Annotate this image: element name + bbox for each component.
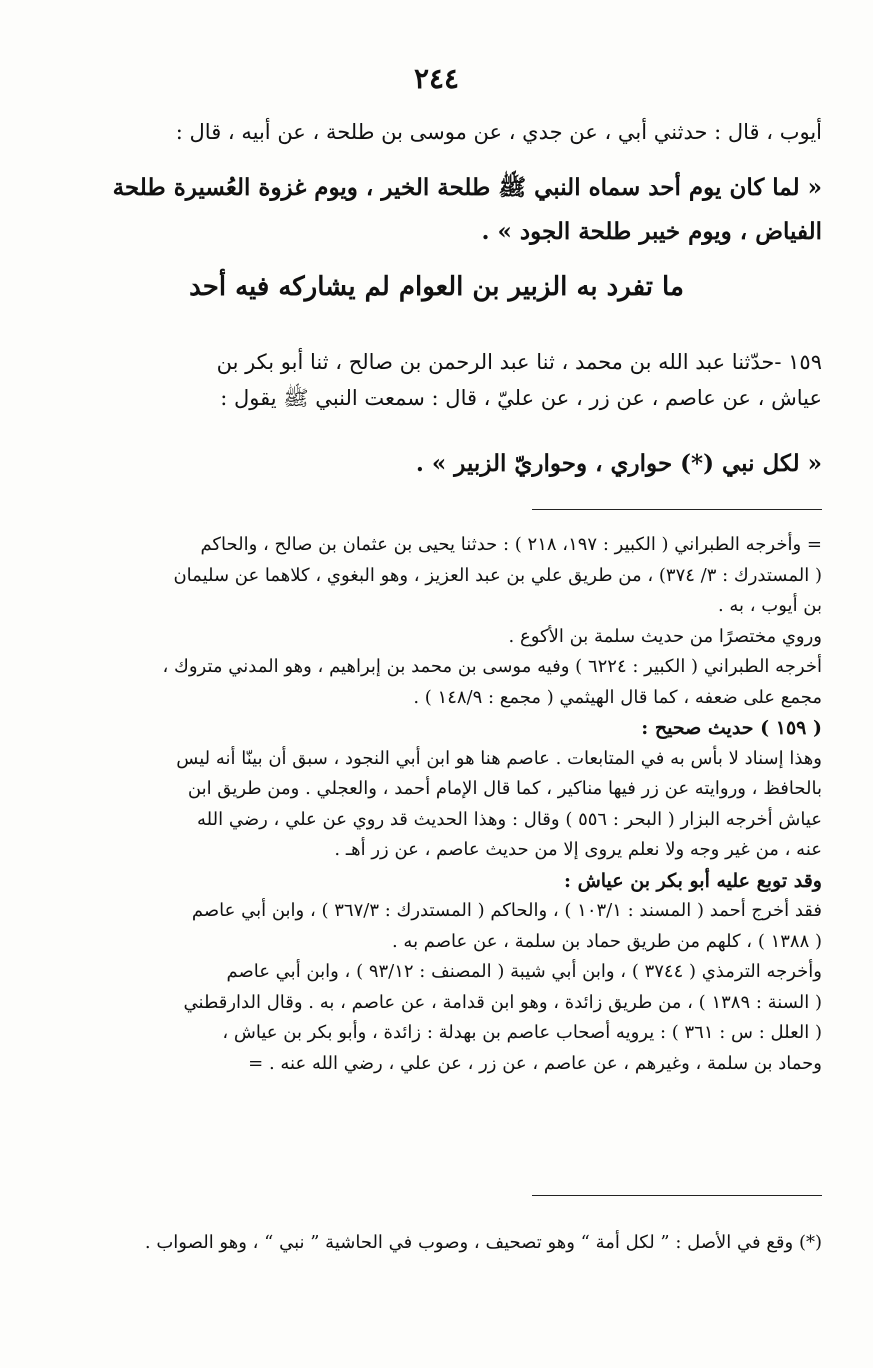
note-line: وهذا إسناد لا بأس به في المتابعات . عاصم هنا هو ابن أبي النجود ، سبق أن بينّا أنه ليس <box>176 747 822 769</box>
note-line: ( ١٣٨٨ ) ، كلهم من طريق حماد بن سلمة ، عن عاصم به . <box>391 930 822 952</box>
hadith-line: « لما كان يوم أحد سماه النبي ﷺ طلحة الخير ، ويوم غزوة العُسيرة طلحة <box>112 174 822 201</box>
footnote-separator <box>532 1195 822 1196</box>
footnote-line: (*) وقع في الأصل : ” لكل أمة “ وهو تصحيف ، وصوب في الحاشية ” نبي “ ، وهو الصواب . <box>144 1232 822 1253</box>
note-line: ( السنة : ١٣٨٩ ) ، من طريق زائدة ، وهو ابن قدامة ، عن عاصم ، به . وقال الدارقطني <box>183 991 822 1013</box>
hadith-line: « لكل نبي (*) حواري ، وحواريّ الزبير » . <box>415 450 822 477</box>
note-line: ( العلل : س : ٣٦١ ) : يرويه أصحاب عاصم بن بهدلة : زائدة ، وأبو بكر بن عياش ، <box>222 1022 822 1043</box>
note-line: بالحافظ ، وروايته عن زر فيها مناكير ، كما قال الإمام أحمد ، والعجلي . ومن طريق ابن <box>187 778 822 799</box>
grade-heading: ( ١٥٩ ) حديث صحيح : <box>641 717 822 739</box>
note-line: فقد أخرج أحمد ( المسند : ١٠٣/١ ) ، والحاكم ( المستدرك : ٣٦٧/٣ ) ، وابن أبي عاصم <box>191 900 822 921</box>
hadith-talha <box>52 166 822 254</box>
page-number: ٢٤٤ <box>413 62 460 95</box>
footnote <box>52 1228 822 1258</box>
hadith-zubair <box>52 442 822 486</box>
note-line: عياش أخرجه البزار ( البحر : ٥٥٦ ) وقال : وهذا الحديث قد روي عن علي ، رضي الله <box>197 808 822 830</box>
notes-separator <box>532 509 822 510</box>
note-line: وحماد بن سلمة ، وغيرهم ، عن عاصم ، عن زر ، عن علي ، رضي الله عنه . = <box>248 1052 822 1074</box>
note-line: عنه ، من غير وجه ولا نعلم يروى إلا من حديث عاصم ، عن زر أهـ . <box>334 839 822 860</box>
text-line: أيوب ، قال : حدثني أبي ، عن جدي ، عن موسى بن طلحة ، عن أبيه ، قال : <box>175 120 822 144</box>
note-line: وأخرجه الترمذي ( ٣٧٤٤ ) ، وابن أبي شيبة ( المصنف : ٩٣/١٢ ) ، وابن أبي عاصم <box>226 961 822 982</box>
note-line: ( المستدرك : ٣/ ٣٧٤) ، من طريق علي بن عبد العزيز ، وهو البغوي ، كلاهما عن سليمان <box>173 564 822 586</box>
top-paragraph <box>52 114 822 150</box>
text-line: عياش ، عن عاصم ، عن زر ، عن عليّ ، قال : سمعت النبي ﷺ يقول : <box>220 386 822 410</box>
note-line: مجمع على ضعفه ، كما قال الهيثمي ( مجمع : ١٤٨/٩ ) . <box>413 686 822 708</box>
hadith-line: الفياض ، ويوم خيبر طلحة الجود » . <box>481 218 822 245</box>
text-line: ١٥٩ -حدّثنا عبد الله بن محمد ، ثنا عبد الرحمن بن صالح ، ثنا أبو بكر بن <box>216 350 822 374</box>
sub-heading: وقد توبع عليه أبو بكر بن عياش : <box>563 869 822 892</box>
note-line: بن أيوب ، به . <box>717 595 822 616</box>
narration-paragraph <box>52 344 822 416</box>
note-line: = وأخرجه الطبراني ( الكبير : ١٩٧، ٢١٨ ) : حدثنا يحيى بن عثمان بن صالح ، والحاكم <box>200 534 822 555</box>
note-line: أخرجه الطبراني ( الكبير : ٦٢٢٤ ) وفيه موسى بن محمد بن إبراهيم ، وهو المدني متروك ، <box>162 656 822 677</box>
note-line: وروي مختصرًا من حديث سلمة بن الأكوع . <box>508 625 822 647</box>
section-heading: ما تفرد به الزبير بن العوام لم يشاركه فيه أحد <box>189 272 684 302</box>
footnotes-block <box>52 530 822 1079</box>
